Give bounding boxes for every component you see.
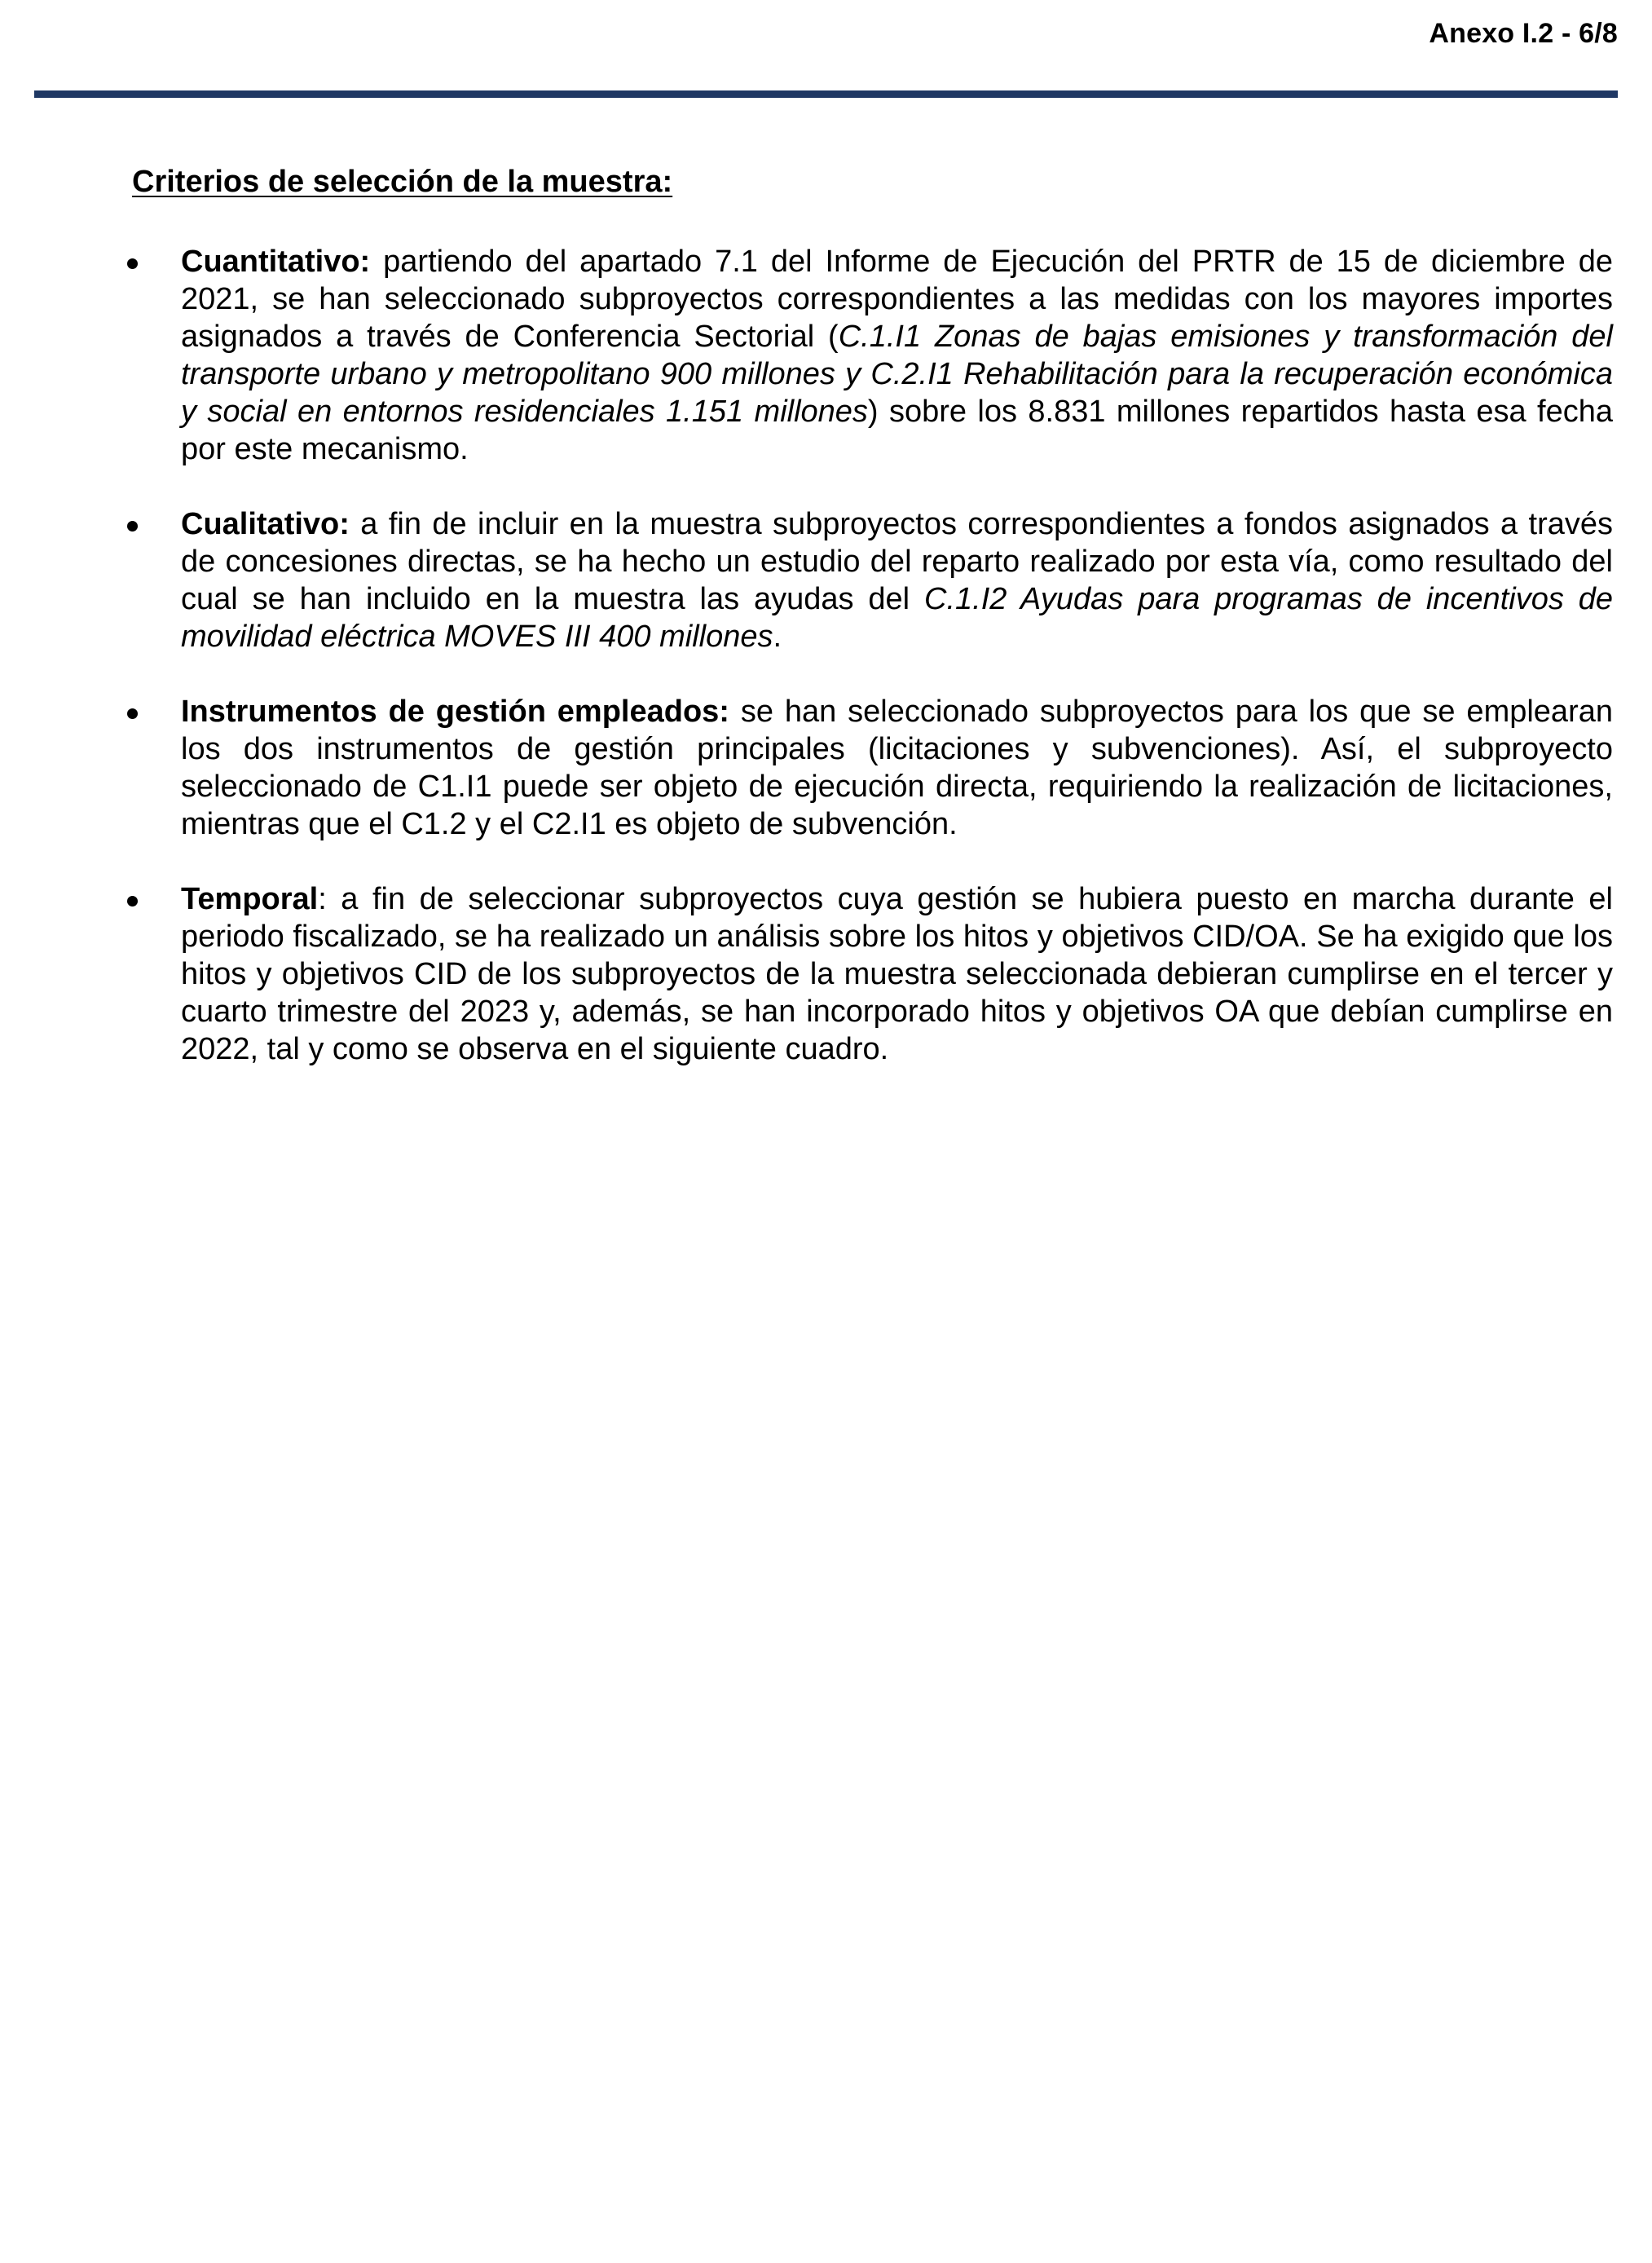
- section-title: Criterios de selección de la muestra:: [132, 165, 673, 199]
- page-number-label: Anexo I.2 - 6/8: [1429, 18, 1618, 49]
- bullet-icon: [127, 258, 138, 269]
- criterion-text-end: .: [773, 620, 782, 654]
- criterion-italic-text: C.1.I2 Ayudas para programas de incentivos de movilidad eléctrica MOVES III 400 millones: [181, 582, 1613, 654]
- criterion-text: se han seleccionado subproyectos para los que se emplearan los dos instrumentos de gestión principales (licitaciones y subvenciones). Así, el subproyecto seleccionado de C1.I1 puede ser objeto de ejecución directa, requiriendo la realización de licitaciones, mientras que el C1.2 y el C2.I1 es objeto de subvención.: [181, 695, 1613, 841]
- criterion-cuantitativo: [181, 243, 1613, 468]
- bullet-icon: [127, 521, 138, 532]
- criteria-list: [0, 243, 1652, 1105]
- criterion-instrumentos: [181, 693, 1613, 843]
- criterion-label: Cuantitativo:: [181, 245, 371, 279]
- criterion-text: partiendo del apartado 7.1 del Informe de Ejecución del PRTR de 15 de diciembre de 2021, se han seleccionado subproyectos correspondientes a las medidas con los mayores importes asignados a través de Conferencia Sectorial (: [181, 245, 1613, 354]
- bullet-icon: [127, 896, 138, 907]
- criterion-italic-text: C.1.I1 Zonas de bajas emisiones y transformación del transporte urbano y metropolitano 900 millones y C.2.I1 Rehabilitación para la recuperación económica y social en entornos residenciales 1.151 millones: [181, 320, 1613, 429]
- header-divider: [34, 90, 1618, 98]
- criterion-label: Instrumentos de gestión empleados:: [181, 695, 729, 729]
- criterion-text: : a fin de seleccionar subproyectos cuya gestión se hubiera puesto en marcha durante el periodo fiscalizado, se ha realizado un análisis sobre los hitos y objetivos CID/OA. Se ha exigido que los hitos y objetivos CID de los subproyectos de la muestra seleccionada debieran cumplirse en el tercer y cuarto trimestre del 2023 y, además, se han incorporado hitos y objetivos OA que debían cumplirse en 2022, tal y como se observa en el siguiente cuadro.: [181, 882, 1613, 1066]
- criterion-label: Temporal: [181, 882, 319, 916]
- criterion-text-end: ) sobre los 8.831 millones repartidos hasta esa fecha por este mecanismo.: [181, 395, 1613, 466]
- criterion-text: a fin de incluir en la muestra subproyectos correspondientes a fondos asignados a través de concesiones directas, se ha hecho un estudio del reparto realizado por esta vía, como resultado del cual se han incluido en la muestra las ayudas del: [181, 507, 1613, 616]
- bullet-icon: [127, 708, 138, 719]
- criterion-label: Cualitativo:: [181, 507, 350, 541]
- criterion-temporal: [181, 880, 1613, 1068]
- criterion-cualitativo: [181, 505, 1613, 655]
